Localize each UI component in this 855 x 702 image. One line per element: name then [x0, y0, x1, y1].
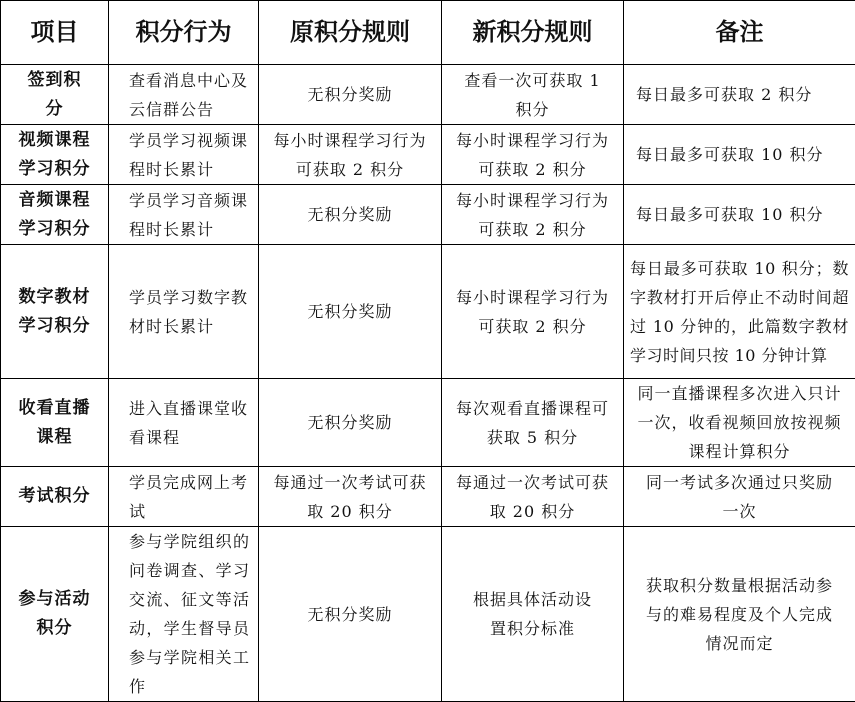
row-old-rule: 无积分奖励 — [259, 245, 442, 379]
row-note: 每日最多可获取 2 积分 — [624, 65, 855, 125]
table-row — [1, 527, 855, 702]
table-row — [1, 185, 855, 245]
row-new-rule: 每小时课程学习行为可获取 2 积分 — [442, 125, 624, 185]
row-note: 每日最多可获取 10 积分 — [624, 125, 855, 185]
row-new-rule: 每次观看直播课程可获取 5 积分 — [442, 379, 624, 467]
row-old-rule: 每小时课程学习行为可获取 2 积分 — [259, 125, 442, 185]
row-behavior: 参与学院组织的问卷调查、学习交流、征文等活动，学生督导员参与学院相关工作 — [109, 527, 259, 702]
row-item: 收看直播课程 — [1, 379, 109, 467]
row-note: 同一考试多次通过只奖励一次 — [624, 467, 855, 527]
row-item: 视频课程学习积分 — [1, 125, 109, 185]
row-item: 考试积分 — [1, 467, 109, 527]
row-note: 每日最多可获取 10 积分 — [624, 185, 855, 245]
row-new-rule: 每小时课程学习行为可获取 2 积分 — [442, 245, 624, 379]
table-row — [1, 379, 855, 467]
row-old-rule: 无积分奖励 — [259, 379, 442, 467]
header-old-rule: 原积分规则 — [259, 1, 442, 65]
table-row — [1, 245, 855, 379]
row-item: 音频课程学习积分 — [1, 185, 109, 245]
row-new-rule: 每小时课程学习行为可获取 2 积分 — [442, 185, 624, 245]
row-note: 同一直播课程多次进入只计一次，收看视频回放按视频课程计算积分 — [624, 379, 855, 467]
row-new-rule: 查看一次可获取 1 积分 — [442, 65, 624, 125]
row-old-rule: 无积分奖励 — [259, 527, 442, 702]
row-old-rule: 每通过一次考试可获取 20 积分 — [259, 467, 442, 527]
row-behavior: 学员完成网上考试 — [109, 467, 259, 527]
row-item: 参与活动积分 — [1, 527, 109, 702]
row-behavior: 学员学习数字教材时长累计 — [109, 245, 259, 379]
row-note: 获取积分数量根据活动参与的难易程度及个人完成情况而定 — [624, 527, 855, 702]
table-row — [1, 125, 855, 185]
row-note: 每日最多可获取 10 积分；数字教材打开后停止不动时间超过 10 分钟的，此篇数字教材学习时间只按 10 分钟计算 — [624, 245, 855, 379]
row-behavior: 学员学习音频课程时长累计 — [109, 185, 259, 245]
table-header-row — [1, 1, 855, 65]
row-behavior: 进入直播课堂收看课程 — [109, 379, 259, 467]
row-new-rule: 根据具体活动设置积分标准 — [442, 527, 624, 702]
row-behavior: 查看消息中心及云信群公告 — [109, 65, 259, 125]
header-note: 备注 — [624, 1, 855, 65]
header-behavior: 积分行为 — [109, 1, 259, 65]
row-item: 数字教材学习积分 — [1, 245, 109, 379]
header-new-rule: 新积分规则 — [442, 1, 624, 65]
row-item: 签到积分 — [1, 65, 109, 125]
table-row — [1, 467, 855, 527]
row-old-rule: 无积分奖励 — [259, 65, 442, 125]
row-old-rule: 无积分奖励 — [259, 185, 442, 245]
table-row — [1, 65, 855, 125]
row-behavior: 学员学习视频课程时长累计 — [109, 125, 259, 185]
row-new-rule: 每通过一次考试可获取 20 积分 — [442, 467, 624, 527]
header-item: 项目 — [1, 1, 109, 65]
